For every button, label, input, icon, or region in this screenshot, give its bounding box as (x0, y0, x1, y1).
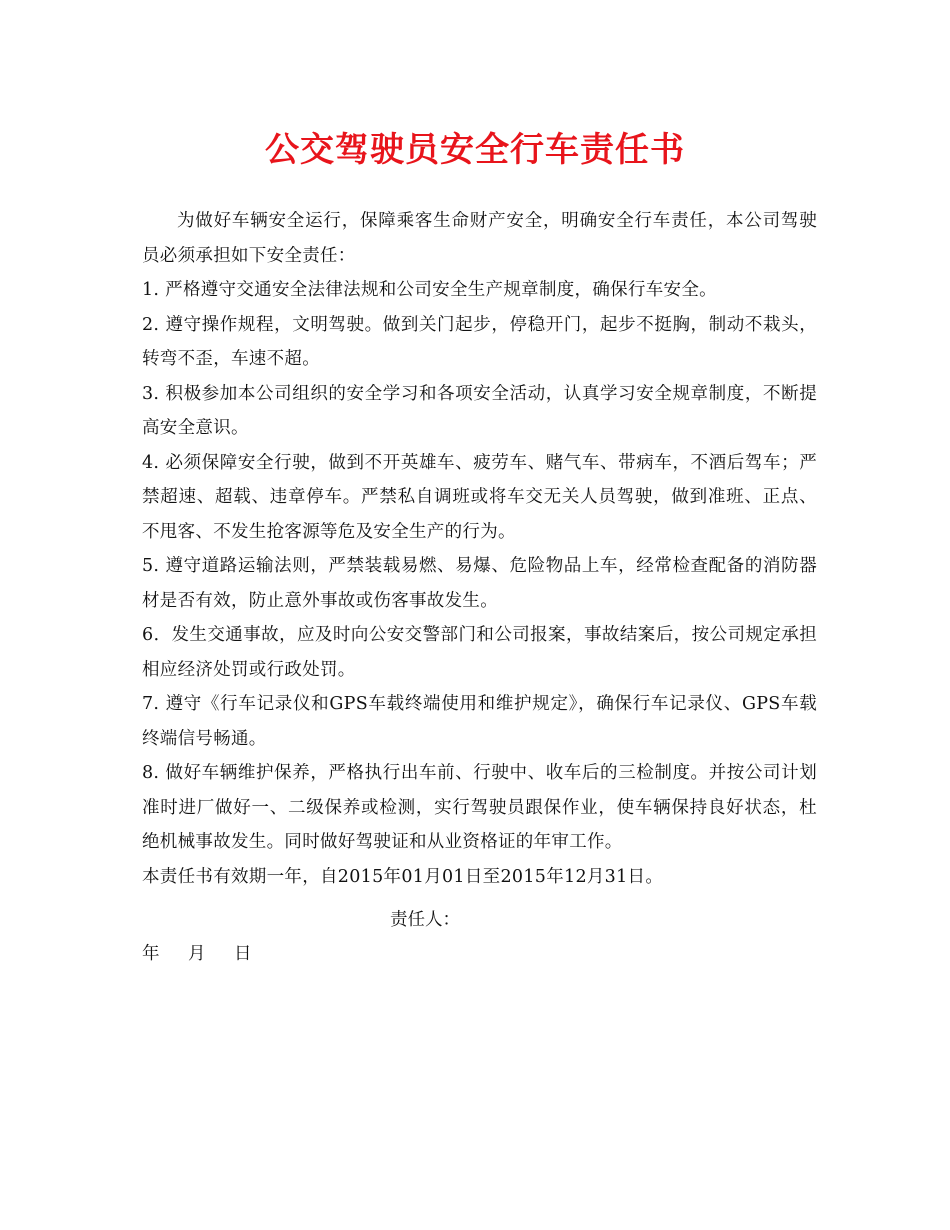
date-day-label: 日 (234, 944, 252, 964)
date-line (142, 937, 280, 971)
list-item: 5. 遵守道路运输法则，严禁装载易燃、易爆、危险物品上车，经常检查配备的消防器材是否有效，防止意外事故或伤客事故发生。 (142, 556, 817, 611)
list-item: 6．发生交通事故，应及时向公安交警部门和公司报案，事故结案后，按公司规定承担相应经济处罚或行政处罚。 (142, 625, 817, 680)
list-item: 1. 严格遵守交通安全法律法规和公司安全生产规章制度，确保行车安全。 (142, 280, 717, 300)
list-item: 8. 做好车辆维护保养，严格执行出车前、行驶中、收车后的三检制度。并按公司计划准时进厂做好一、二级保养或检测，实行驾驶员跟保作业，使车辆保持良好状态，杜绝机械事故发生。同时做好驾驶证和从业资格证的年审工作。 (142, 763, 817, 852)
list-item: 2. 遵守操作规程，文明驾驶。做到关门起步，停稳开门，起步不挺胸，制动不栽头，转弯不歪，车速不超。 (142, 314, 817, 369)
list-item: 3. 积极参加本公司组织的安全学习和各项安全活动，认真学习安全规章制度，不断提高安全意识。 (142, 383, 817, 438)
document-title: 公交驾驶员安全行车责任书 (265, 130, 685, 170)
document-body (142, 204, 817, 894)
validity-statement: 本责任书有效期一年，自2015年01月01日至2015年12月31日。 (142, 866, 664, 887)
date-month-label: 月 (188, 944, 206, 964)
list-item: 4. 必须保障安全行驶，做到不开英雄车、疲劳车、赌气车、带病车，不酒后驾车；严禁超速、超载、违章停车。严禁私自调班或将车交无关人员驾驶，做到准班、正点、不甩客、不发生抢客源等危及安全生产的行为。 (142, 452, 817, 542)
date-year-label: 年 (142, 944, 160, 964)
signature-label: 责任人： (390, 910, 460, 930)
list-item: 7. 遵守《行车记录仪和GPS车载终端使用和维护规定》，确保行车记录仪、GPS车载终端信号畅通。 (142, 694, 817, 749)
intro-paragraph: 为做好车辆安全运行，保障乘客生命财产安全，明确安全行车责任，本公司驾驶员必须承担如下安全责任： (142, 211, 817, 266)
